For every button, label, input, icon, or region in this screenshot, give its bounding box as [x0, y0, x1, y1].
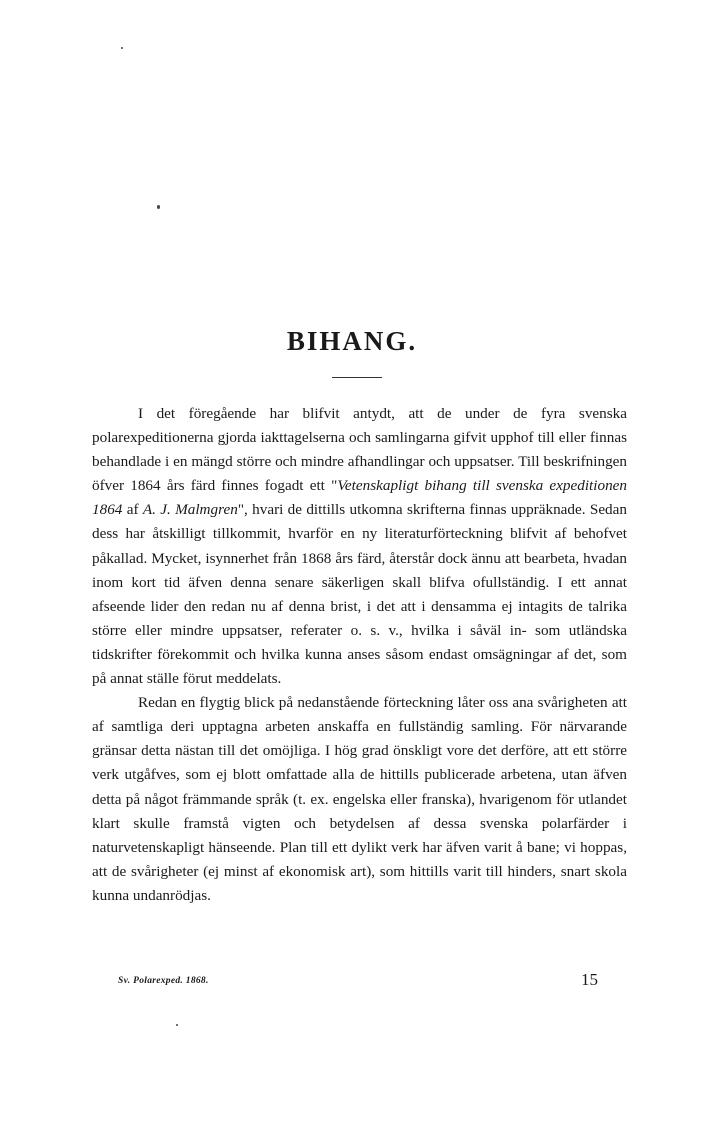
cited-author: A. J. Malmgren	[142, 501, 238, 519]
paragraph-1	[92, 402, 627, 691]
cited-work-title: Vetenskapligt bihang till svenska expeditionen 1864	[92, 477, 627, 519]
page-number: 15	[581, 970, 598, 989]
body-text	[92, 402, 627, 908]
paragraph-1-text-b: af	[122, 501, 143, 519]
paragraph-2: Redan en flygtig blick på nedanstående förteckning låter oss ana svårigheten att af samtliga deri upptagna arbeten anskaffa en fullständig samling. För närvarande gränsar detta nästan till det omöjliga. I hög grad önskligt vore det derföre, att ett större verk utgåfves, som ej blott omfattade alla de hittills publicerade arbetena, utan äfven detta på något främmande språk (t. ex. engelska eller franska), hvarigenom för utlandet klart skulle framstå vigten och betydelsen af dessa svenska polarfärder i naturvetenskapligt hänseende. Plan till ett dylikt verk har äfven varit å bane; vi hoppas, att de svårigheter (ej minst af ekonomisk art), som hittills varit till hinders, snart skola kunna undanrödjas.	[92, 694, 627, 904]
paragraph-1-text-a: I det föregående har blifvit antydt, att de under de fyra svenska polarexpeditionerna gjorda iakttagelserna och samlingarna gifvit upphof till eller finnas behandlade i en mängd större och mindre afhandlingar och uppsatser. Till beskrifningen öfver 1864 års färd finnes fogadt ett "	[92, 405, 627, 495]
print-speck	[157, 205, 160, 209]
paragraph-1-text-c: ", hvari de dittills utkomna skrifterna finnas uppräknade. Sedan dess har åtskilligt tillkommit, hvarför en ny literaturförteckning blifvit af behofvet påkallad. Mycket, isynnerhet från 1868 års färd, återstår dock ännu att bearbeta, hvadan inom kort tid äfven denna senare säkerligen skall blifva ofullständig. I ett annat afseende lider den redan nu af denna brist, i det att i densamma ej intagits de talrika större eller mindre uppsatser, referater o. s. v., hvilka i såväl in- som utländska tidskrifter förekommit och hvilka kunna anses såsom endast omsägningar af det, som på annat ställe förut meddelats.	[92, 501, 627, 688]
print-speck	[121, 47, 123, 49]
page-footer	[118, 970, 598, 994]
title-divider	[332, 377, 382, 378]
print-speck	[176, 1024, 178, 1026]
page-title: BIHANG.	[286, 326, 418, 356]
signature-mark: Sv. Polarexped. 1868.	[118, 976, 209, 986]
